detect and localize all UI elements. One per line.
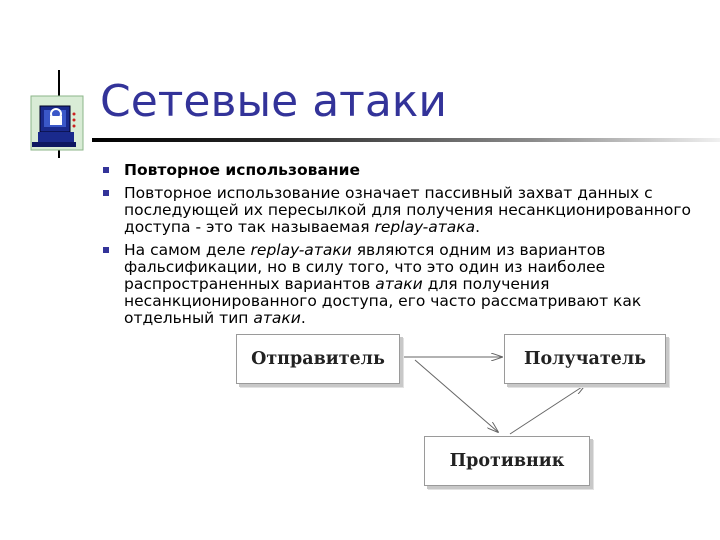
bullet-marker [103,167,109,173]
bullet-item [100,162,700,179]
bullet-marker [103,190,109,196]
title-divider [92,138,720,142]
bullet-item [100,242,700,327]
bullet-italic-term: replay-атака [374,218,476,236]
slide-title: Сетевые атаки [100,76,447,127]
arrow-adversary-to-receiver [510,385,585,434]
receiver-box: Получатель [504,334,666,384]
bullet-text: являются одним из вариантов фальсификации, но в силу того, что это один из наиболее распространенных вариантов [124,241,606,293]
bullet-text: На самом деле [124,241,251,259]
bullet-text: . [300,309,306,327]
bullet-italic-term: replay-атаки [250,241,352,259]
sender-box: Отправитель [236,334,400,384]
bullet-italic-term: атаки [253,309,301,327]
bullet-italic-term: атаки [375,275,423,293]
computer-lock-icon [28,70,90,162]
slide-content [100,162,700,333]
bullet-item [100,185,700,236]
replay-attack-diagram [230,330,680,495]
bullet-marker [103,247,109,253]
bullet-heading: Повторное использование [124,161,360,179]
arrow-sender-to-adversary [415,360,498,432]
bullet-text: Повторное использование означает пассивный захват данных с последующей их пересылкой для получения несанкционированного доступа - это так называемая [124,184,691,236]
adversary-box: Противник [424,436,590,486]
bullet-text: для получения несанкционированного доступа, его часто рассматривают как отдельный тип [124,275,642,327]
bullet-text: . [475,218,481,236]
